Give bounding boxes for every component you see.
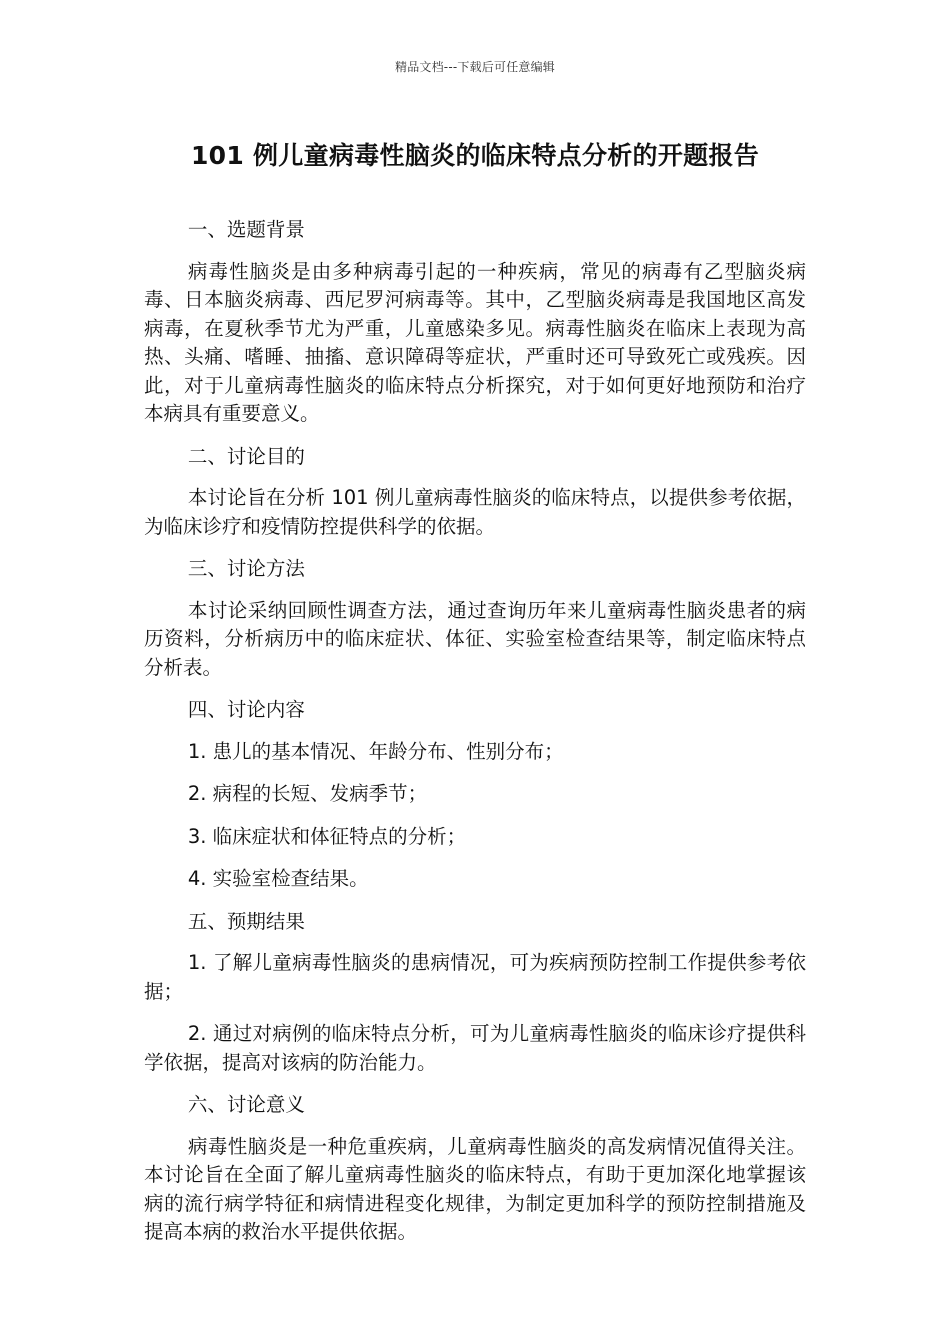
paragraph-purpose: 本讨论旨在分析 101 例儿童病毒性脑炎的临床特点，以提供参考依据，为临床诊疗和疫情防控提供科学的依据。: [144, 486, 806, 538]
section-heading-significance: 六、讨论意义: [187, 1093, 305, 1116]
content-list-item: 1. 患儿的基本情况、年龄分布、性别分布；: [187, 739, 564, 763]
section-heading-background: 一、选题背景: [187, 218, 305, 241]
document-body: [144, 216, 806, 1261]
paragraph-method: 本讨论采纳回顾性调查方法，通过查询历年来儿童病毒性脑炎患者的病历资料，分析病历中的临床症状、体征、实验室检查结果等，制定临床特点分析表。: [144, 598, 806, 679]
expected-result-item: 1. 了解儿童病毒性脑炎的患病情况，可为疾病预防控制工作提供参考依据；: [144, 951, 806, 1003]
section-heading-method: 三、讨论方法: [187, 557, 305, 580]
content-list-item: 4. 实验室检查结果。: [187, 867, 369, 890]
section-heading-purpose: 二、讨论目的: [187, 444, 305, 468]
content-list-item: 2. 病程的长短、发病季节；: [187, 782, 428, 805]
paragraph-significance: 病毒性脑炎是一种危重疾病，儿童病毒性脑炎的高发病情况值得关注。本讨论旨在全面了解儿童病毒性脑炎的临床特点，有助于更加深化地掌握该病的流行病学特征和病情进程变化规律，为制定更加科学的预防控制措施及提高本病的救治水平提供依据。: [144, 1134, 806, 1243]
document-title: 101 例儿童病毒性脑炎的临床特点分析的开题报告: [190, 141, 760, 170]
content-list-item: 3. 临床症状和体征特点的分析；: [187, 824, 467, 848]
section-heading-expected-results: 五、预期结果: [187, 909, 305, 933]
page-header: 精品文档---下载后可任意编辑: [395, 60, 555, 74]
section-heading-content: 四、讨论内容: [187, 698, 305, 721]
paragraph-background: 病毒性脑炎是由多种病毒引起的一种疾病，常见的病毒有乙型脑炎病毒、日本脑炎病毒、西尼罗河病毒等。其中，乙型脑炎病毒是我国地区高发病毒，在夏秋季节尤为严重，儿童感染多见。病毒性脑炎在临床上表现为高热、头痛、嗜睡、抽搐、意识障碍等症状，严重时还可导致死亡或残疾。因此，对于儿童病毒性脑炎的临床特点分析探究，对于如何更好地预防和治疗本病具有重要意义。: [144, 259, 806, 425]
expected-result-item: 2. 通过对病例的临床特点分析，可为儿童病毒性脑炎的临床诊疗提供科学依据，提高对该病的防治能力。: [144, 1022, 806, 1074]
